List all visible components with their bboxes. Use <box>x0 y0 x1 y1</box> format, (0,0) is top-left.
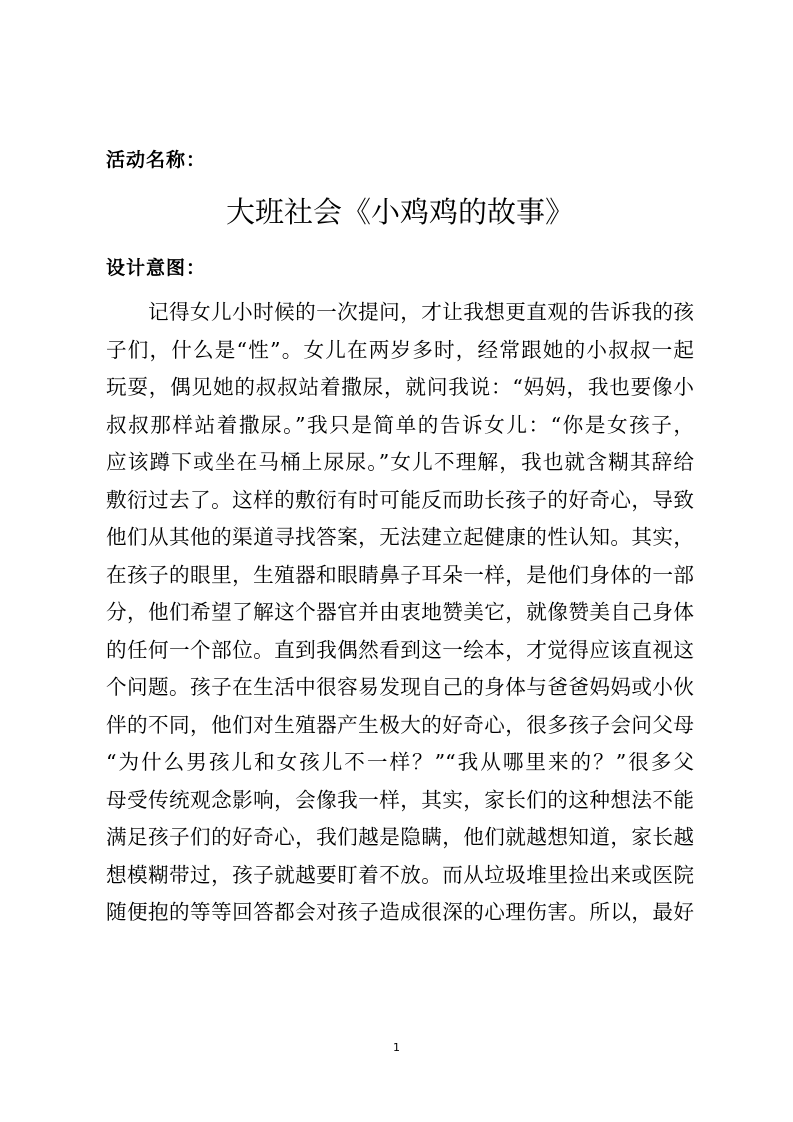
text-line: 记得女儿小时候的一次提问，才让我想更直观的告诉我的孩 <box>148 300 694 324</box>
text-line: 个问题。孩子在生活中很容易发现自己的身体与爸爸妈妈或小伙 <box>106 675 694 699</box>
text-line: 敷衍过去了。这样的敷衍有时可能反而助长孩子的好奇心，导致 <box>106 487 694 512</box>
text-line: 母受传统观念影响，会像我一样，其实，家长们的这种想法不能 <box>106 787 694 812</box>
text-line: 子们，什么是“性”。女儿在两岁多时，经常跟她的小叔叔一起 <box>106 337 694 362</box>
text-line: 想模糊带过，孩子就越要盯着不放。而从垃圾堆里捡出来或医院 <box>106 862 694 887</box>
text-line: 的任何一个部位。直到我偶然看到这一绘本，才觉得应该直视这 <box>106 637 694 662</box>
activity-name-label: 活动名称： <box>106 149 207 171</box>
text-line: 玩耍，偶见她的叔叔站着撒尿，就问我说：“妈妈，我也要像小 <box>106 375 694 399</box>
text-line: 叔叔那样站着撒尿。”我只是简单的告诉女儿：“你是女孩子， <box>106 412 694 437</box>
text-line: 满足孩子们的好奇心，我们越是隐瞒，他们就越想知道，家长越 <box>106 825 694 849</box>
text-line: 他们从其他的渠道寻找答案，无法建立起健康的性认知。其实， <box>106 525 694 549</box>
body-paragraph <box>106 294 694 932</box>
design-intent-label: 设计意图： <box>106 257 207 279</box>
page-number: 1 <box>393 1041 400 1054</box>
text-line: 随便抱的等等回答都会对孩子造成很深的心理伤害。所以，最好 <box>106 900 694 924</box>
text-line: “为什么男孩儿和女孩儿不一样？”“我从哪里来的？”很多父 <box>106 750 694 774</box>
text-line: 应该蹲下或坐在马桶上尿尿。”女儿不理解，我也就含糊其辞给 <box>106 450 694 474</box>
document-title: 大班社会《小鸡鸡的故事》 <box>225 195 574 229</box>
text-line: 分，他们希望了解这个器官并由衷地赞美它，就像赞美自己身体 <box>106 600 694 624</box>
text-line: 伴的不同，他们对生殖器产生极大的好奇心，很多孩子会问父母 <box>106 712 694 737</box>
text-line: 在孩子的眼里，生殖器和眼睛鼻子耳朵一样，是他们身体的一部 <box>106 562 694 587</box>
